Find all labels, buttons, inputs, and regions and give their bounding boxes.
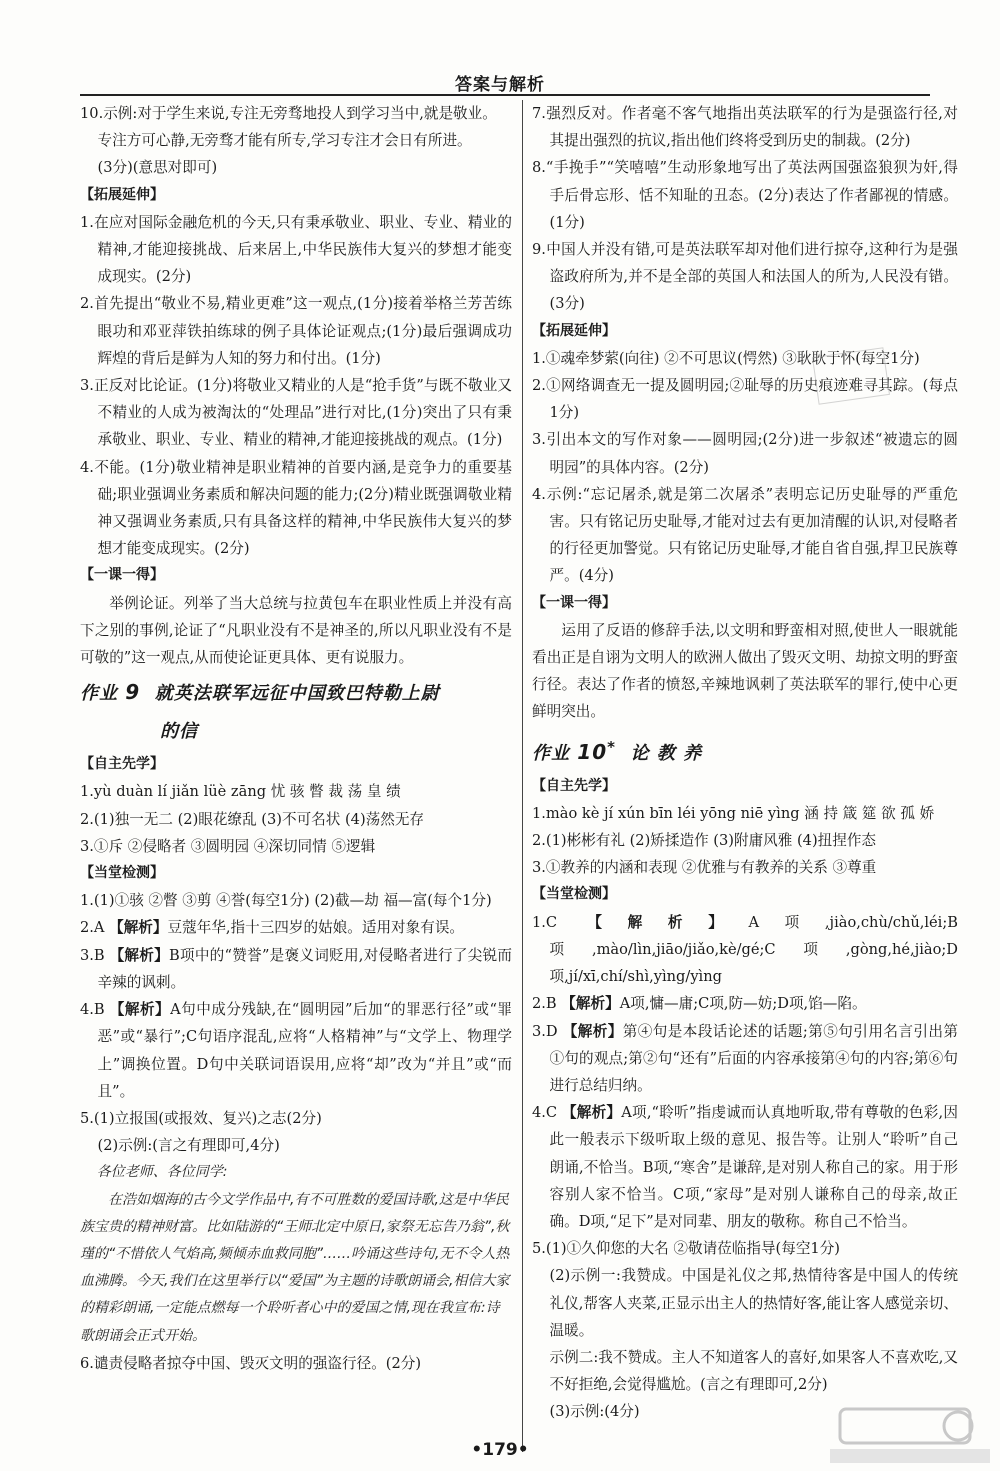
watermark-logo <box>820 1405 995 1467</box>
homework-prefix: 作业 <box>532 742 570 764</box>
analysis-text: 豆蔻年华,指十三四岁的姑娘。适用对象有误。 <box>167 919 465 937</box>
analysis-text: A项,慵—庸;C项,防—妨;D项,馅—陷。 <box>619 995 867 1013</box>
page-header <box>0 0 1000 100</box>
class-answer-5 <box>532 1235 958 1262</box>
answer-key: 2.B <box>532 995 562 1013</box>
homework-prefix: 作业 <box>80 683 118 705</box>
ext-answer-1: 1.在应对国际金融危机的今天,只有秉承敬业、职业、专业、精业的精神,才能迎接挑战、后来居上,中华民族伟大复兴的梦想才能变成现实。(2分) <box>80 213 512 286</box>
class-answer-2 <box>80 914 512 941</box>
class-answer-4 <box>532 1099 958 1235</box>
self-answer-1: 1.mào kè jí xún bīn léi yōng niē yìng 涵 持 箴 筵 欲 孤 娇 <box>532 804 935 822</box>
answer-key: 3.B <box>80 946 110 964</box>
ext-answer-4: 4.示例:“忘记屠杀,就是第二次屠杀”表明忘记历史耻辱的严重危害。只有铭记历史耻辱,才能对过去有更加清醒的认识,对侵略者的行径更加警觉。只有铭记历史耻辱,才能自省自强,捍卫民族尊严。(4分) <box>532 485 958 585</box>
class-answer-5-part2: (2)示例:(言之有理即可,4分) <box>97 1137 280 1155</box>
analysis-tag: 【解析】 <box>109 1001 171 1019</box>
self-answer-3: 3.①教养的内涵和表现 ②优雅与有教养的关系 ③尊重 <box>532 859 877 877</box>
analysis-tag: 【解析】 <box>561 995 620 1013</box>
class-answer-3 <box>532 1018 958 1100</box>
class-answer-2 <box>532 990 958 1017</box>
handwritten-speech: 在浩如烟海的古今文学作品中,有不可胜数的爱国诗歌,这是中华民族宝贵的精神财富。比如陆游的“王师北定中原日,家祭无忘告乃翁”,秋瑾的“不惜依人气焰高,频倾赤血救同胞”……吟诵这些诗句,无不令人热血沸腾。今天,我们在这里举行以“爱国”为主题的诗歌朗诵会,相信大家的精彩朗诵,一定能点燃每一个聆听者心中的爱国之情,现在我宣布:诗歌朗诵会正式开始。 <box>80 1191 510 1344</box>
class-answer-1 <box>532 909 958 991</box>
homework-title-line1: 就英法联军远征中国致巴特勒上尉 <box>154 683 440 705</box>
one-lesson-text: 运用了反语的修辞手法,以文明和野蛮相对照,使世人一眼就能看出正是自诩为文明人的欧洲人做出了毁灭文明、劫掠文明的野蛮行径。表达了作者的愤怒,辛辣地讽刺了英法联军的罪行,使中心更鲜明突出。 <box>532 621 958 721</box>
ext-answer-2: 2.首先提出“敬业不易,精业更难”这一观点,(1分)接着举格兰芳苦练眼功和邓亚萍铁拍练球的例子具体论证观点;(1分)最后强调成功辉煌的背后是鲜为人知的努力和付出。(1分) <box>80 295 512 367</box>
right-column <box>532 100 958 1445</box>
answer-10-cont: 专注方可心静,无旁骛才能有所专,学习专注才会日有所进。 <box>97 132 472 150</box>
analysis-tag: 【解析】 <box>109 919 168 937</box>
homework-9-title-line2: 的信 <box>160 721 198 743</box>
ext-answer-3: 3.引出本文的写作对象——圆明园;(2分)进一步叙述“被遗忘的圆明园”的具体内容。(2分) <box>532 431 958 476</box>
answer-key: 4.C <box>532 1104 562 1122</box>
class-answer-4 <box>80 996 512 1105</box>
answer-10-score: (3分)(意思对即可) <box>97 159 218 177</box>
homework-mark: * <box>607 737 616 756</box>
self-answer-3: 3.①斥 ②侵略者 ③圆明园 ④深切同情 ⑤逻辑 <box>80 837 376 855</box>
class-answer-3 <box>80 942 512 996</box>
homework-title: 论 教 养 <box>630 742 703 764</box>
section-one-lesson: 【一课一得】 <box>80 567 164 584</box>
answer-7: 7.强烈反对。作者毫不客气地指出英法联军的行为是强盗行径,对其提出强烈的抗议,指出他们终将受到历史的制裁。(2分) <box>532 105 958 150</box>
section-self-study: 【自主先学】 <box>532 777 616 794</box>
homework-9-title <box>80 675 512 711</box>
section-extension: 【拓展延伸】 <box>532 322 616 339</box>
analysis-tag: 【解析】 <box>109 946 169 964</box>
answer-key: 2.A <box>80 919 110 937</box>
answer-9: 9.中国人并没有错,可是英法联军却对他们进行掠夺,这种行为是强盗政府所为,并不是全部的英国人和法国人的所为,人民没有错。(3分) <box>532 241 958 313</box>
column-divider <box>522 100 523 1452</box>
answer-key: 4.B <box>80 1001 110 1019</box>
analysis-text: B项中的“赞誉”是褒义词贬用,对侵略者进行了尖锐而辛辣的讽刺。 <box>97 946 512 991</box>
page-number: •179• <box>471 1440 529 1460</box>
section-in-class-test: 【当堂检测】 <box>80 865 164 882</box>
answer-key: 5.(1)立报国(或报效、复兴)之志(2分) <box>80 1109 322 1127</box>
library-stamp-image <box>812 347 890 405</box>
ext-answer-2: 2.①网络调查无一提及圆明园;②耻辱的历史痕迹难寻其踪。(每点1分) <box>532 377 958 422</box>
section-self-study: 【自主先学】 <box>80 756 164 773</box>
class-answer-6: 6.谴责侵略者掠夺中国、毁灭文明的强盗行径。(2分) <box>80 1354 422 1372</box>
answer-8: 8.“手挽手”“笑嘻嘻”生动形象地写出了英法两国强盗狼狈为奸,得手后骨忘形、恬不知耻的丑态。(2分)表达了作者鄙视的情感。(1分) <box>532 159 958 231</box>
header-rule <box>80 94 930 96</box>
class-answer-1 <box>80 887 512 914</box>
homework-number: 10 <box>577 739 608 764</box>
analysis-text: 第④句是本段话论述的话题;第⑤句引用名言引出第①句的观点;第②句“还有”后面的内容承接第④句的内容;第⑥句进行总结归纳。 <box>549 1022 958 1094</box>
self-answer-1: 1.yù duàn lí jiǎn lüè zāng 忧 骇 瞥 裁 荡 皇 绩 <box>80 783 401 801</box>
section-one-lesson: 【一课一得】 <box>532 594 616 611</box>
section-in-class-test: 【当堂检测】 <box>532 886 616 903</box>
answer-key: 1.(1)①骇 ②瞥 ③剪 ④誉(每空1分) (2)截—劫 福—富(每个1分) <box>80 892 492 910</box>
analysis-text: A句中成分残缺,在“圆明园”后加“的罪恶行径”或“罪恶”或“暴行”;C句语序混乱,应将“人格精神”与“文学上、物理学上”调换位置。D句中关联词语误用,应将“却”改为“并且”或“而且”。 <box>97 1001 512 1100</box>
analysis-tag: 【解析】 <box>562 1022 623 1040</box>
analysis-text: A项,jiào,chù/chǔ,léi;B项,mào/lìn,jiāo/jiǎo,kè/gé;C项,gòng,hé,jiào;D项,jí/xī,chí/shì,yìng/yìng <box>549 913 958 986</box>
answer-key: 5.(1)①久仰您的大名 ②敬请莅临指导(每空1分) <box>532 1240 841 1258</box>
one-lesson-text: 举例论证。列举了当大总统与拉黄包车在职业性质上并没有高下之别的事例,论证了“凡职业没有不是神圣的,所以凡职业没有不是可敬的”这一观点,从而使论证更具体、更有说服力。 <box>80 594 512 667</box>
section-extension: 【拓展延伸】 <box>80 186 164 203</box>
ext-answer-4: 4.不能。(1分)敬业精神是职业精神的首要内涵,是竞争力的重要基础;职业强调业务素质和解决问题的能力;(2分)精业既强调敬业精神又强调业务素质,只有具备这样的精神,中华民族伟大复兴的梦想才能变成现实。(2分) <box>80 458 512 558</box>
answer-key: 3.D <box>532 1022 563 1040</box>
analysis-tag: 【解析】 <box>587 913 749 931</box>
handwritten-greeting: 各位老师、各位同学: <box>96 1164 228 1181</box>
analysis-text: A项,“聆听”指虔诚而认真地听取,带有尊敬的色彩,因此一般表示下级听取上级的意见、报告等。让别人“聆听”自己朗诵,不恰当。B项,“寒舍”是谦辞,是对别人称自己的家。用于形容别人家不恰当。C项,“家母”是对别人谦称自己的母亲,故正确。D项,“足下”是对同辈、朋友的敬称。称自己不恰当。 <box>549 1104 958 1230</box>
header-title: 答案与解析 <box>455 75 545 95</box>
class-answer-5 <box>80 1105 512 1132</box>
analysis-tag: 【解析】 <box>561 1104 622 1122</box>
answer-key: 1.C <box>532 913 588 931</box>
class-answer-5-part3: (3)示例:(4分) <box>549 1403 640 1421</box>
class-answer-5-part2: (2)示例一:我赞成。中国是礼仪之邦,热情待客是中国人的传统礼仪,帮客人夹菜,正显示出主人的热情好客,能让客人感觉亲切、温暖。 <box>549 1267 958 1339</box>
ext-answer-3: 3.正反对比论证。(1分)将敬业又精业的人是“抢手货”与既不敬业又不精业的人成为被淘汰的“处理品”进行对比,(1分)突出了只有秉承敬业、职业、专业、精业的精神,才能迎接挑战的观点。(1分) <box>80 377 512 449</box>
answer-10: 10.示例:对于学生来说,专注无旁骛地投人到学习当中,就是敬业。 <box>80 105 497 122</box>
homework-10-title <box>532 730 958 771</box>
class-answer-5-part2-alt: 示例二:我不赞成。主人不知道客人的喜好,如果客人不喜欢吃,又不好拒绝,会觉得尴尬。(言之有理即可,2分) <box>549 1348 958 1394</box>
ext-answer-1: 1.①魂牵梦萦(向往) ②不可思议(愕然) ③耿耿于怀(每空1分) <box>532 349 920 367</box>
homework-number: 9 <box>125 680 141 705</box>
self-answer-2: 2.(1)独一无二 (2)眼花缭乱 (3)不可名状 (4)荡然无存 <box>80 810 425 828</box>
left-column <box>80 100 512 1445</box>
self-answer-2: 2.(1)彬彬有礼 (2)矫揉造作 (3)附庸风雅 (4)扭捏作态 <box>532 832 877 850</box>
